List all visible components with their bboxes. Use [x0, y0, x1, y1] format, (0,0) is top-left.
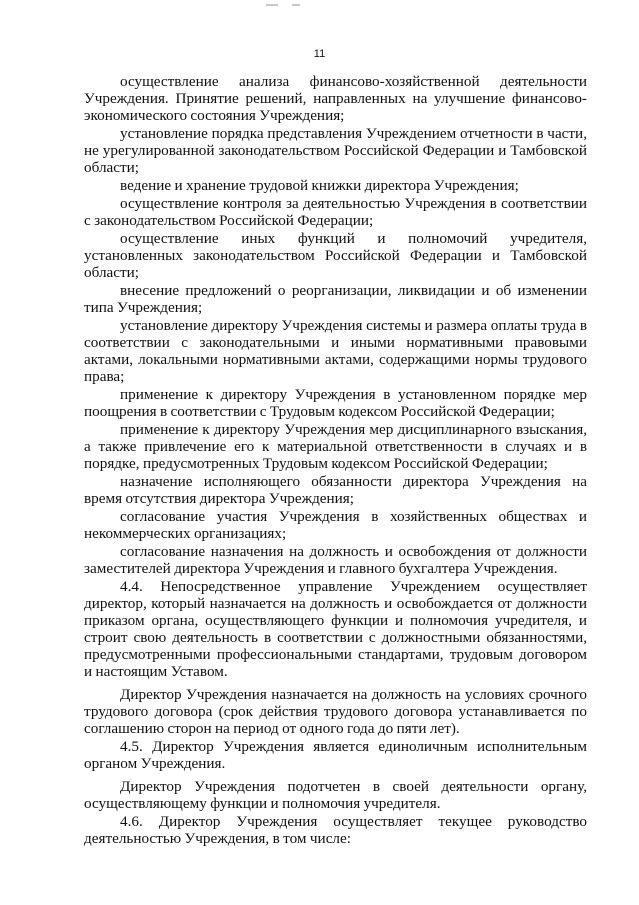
paragraph-participation-approval: согласование участия Учреждения в хозяйственных обществах и некоммерческих организациях;	[84, 508, 587, 542]
paragraph-section-4-4: 4.4. Непосредственное управление Учреждением осуществляет директор, который назначается на должность и освобождается от должности приказом органа, осуществляющего функции и полномочия учредителя, и строит свою деятельность в соответствии с должностными обязанностями, предусмотренными профессиональными стандартами, трудовым договором и настоящим Уставом.	[84, 578, 587, 680]
paragraph-acting-director: назначение исполняющего обязанности директора Учреждения на время отсутствия директора Учреждения;	[84, 473, 587, 507]
paragraph-financial-analysis: осуществление анализа финансово-хозяйственной деятельности Учреждения. Принятие решений, направленных на улучшение финансово-экономического состояния Учреждения;	[84, 73, 587, 124]
paragraph-reporting-procedure: установление порядка представления Учреждением отчетности в части, не урегулированной законодательством Российской Федерации и Тамбовской области;	[84, 125, 587, 176]
paragraph-director-remuneration: установление директору Учреждения системы и размера оплаты труда в соответствии с законодательными и иными нормативными правовыми актами, локальными нормативными актами, содержащими нормы трудового права;	[84, 317, 587, 385]
paragraph-section-4-5: 4.5. Директор Учреждения является единоличным исполнительным органом Учреждения.	[84, 738, 587, 772]
paragraph-director-incentives: применение к директору Учреждения в установленном порядке мер поощрения в соответствии с Трудовым кодексом Российской Федерации;	[84, 386, 587, 420]
paragraph-deputy-appointment: согласование назначения на должность и освобождения от должности заместителей директора Учреждения и главного бухгалтера Учреждения.	[84, 543, 587, 577]
paragraph-activity-control: осуществление контроля за деятельностью Учреждения в соответствии с законодательством Российской Федерации;	[84, 195, 587, 229]
page-number: 11	[313, 48, 326, 60]
paragraph-director-accountability: Директор Учреждения подотчетен в своей деятельности органу, осуществляющему функции и полномочия учредителя.	[84, 778, 587, 812]
paragraph-other-functions: осуществление иных функций и полномочий учредителя, установленных законодательством Российской Федерации и Тамбовской области;	[84, 230, 587, 281]
paragraph-disciplinary-measures: применение к директору Учреждения мер дисциплинарного взыскания, а также привлечение его к материальной ответственности в случаях и в порядке, предусмотренных Трудовым кодексом Российской Федерации;	[84, 421, 587, 472]
document-body	[84, 73, 587, 848]
paragraph-fixed-term-contract: Директор Учреждения назначается на должность на условиях срочного трудового договора (срок действия трудового договора устанавливается по соглашению сторон на период от одного года до пяти лет).	[84, 686, 587, 737]
paragraph-reorganization-proposals: внесение предложений о реорганизации, ликвидации и об изменении типа Учреждения;	[84, 282, 587, 316]
scan-artifact	[266, 4, 306, 8]
paragraph-section-4-6: 4.6. Директор Учреждения осуществляет текущее руководство деятельностью Учреждения, в том числе:	[84, 813, 587, 847]
paragraph-work-record-book: ведение и хранение трудовой книжки директора Учреждения;	[120, 177, 519, 194]
